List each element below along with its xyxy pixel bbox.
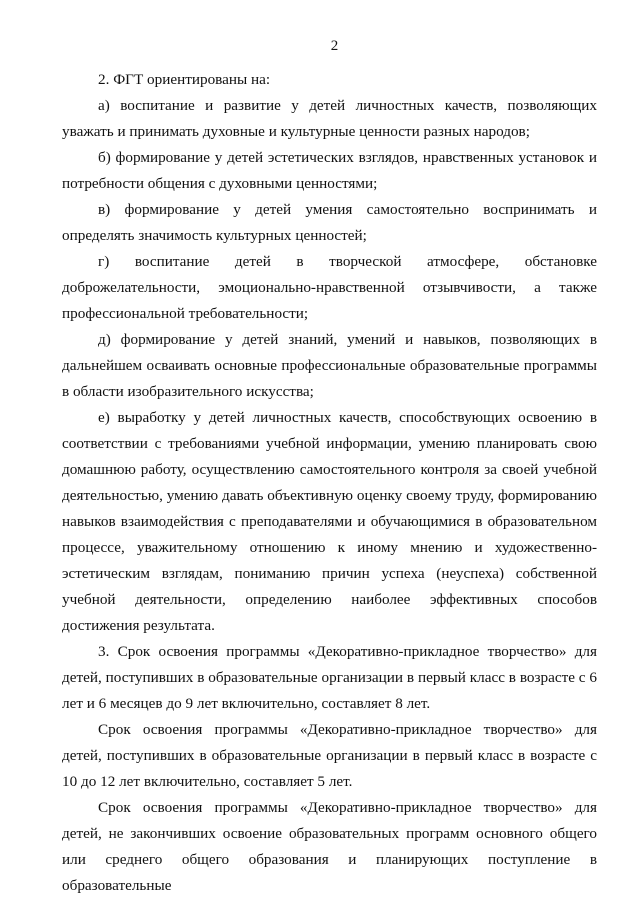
paragraph-item-v: в) формирование у детей умения самостоятельно воспринимать и определять значимость культурных ценностей; (62, 201, 597, 244)
paragraph-item-b: б) формирование у детей эстетических взглядов, нравственных установок и потребности общения с духовными ценностями; (62, 149, 597, 192)
paragraph-term-8-years: 3. Срок освоения программы «Декоративно-прикладное творчество» для детей, поступивших в образовательные организации в первый класс в возрасте с 6 лет и 6 месяцев до 9 лет включительно, составляет 8 лет. (62, 643, 597, 712)
paragraph-term-5-years: Срок освоения программы «Декоративно-прикладное творчество» для детей, поступивших в образовательные организации в первый класс в возрасте с 10 до 12 лет включительно, составляет 5 лет. (62, 721, 597, 790)
paragraph-item-g: г) воспитание детей в творческой атмосфере, обстановке доброжелательности, эмоционально-нравственной отзывчивости, а также профессиональной требовательности; (62, 253, 597, 322)
paragraph-item-d: д) формирование у детей знаний, умений и навыков, позволяющих в дальнейшем осваивать основные профессиональные образовательные программы в области изобразительного искусства; (62, 331, 597, 400)
page-number: 2 (330, 38, 339, 54)
paragraph-item-a: а) воспитание и развитие у детей личностных качеств, позволяющих уважать и принимать духовные и культурные ценности разных народов; (62, 97, 597, 140)
paragraph-item-e: е) выработку у детей личностных качеств, способствующих освоению в соответствии с требованиями учебной информации, умению планировать свою домашнюю работу, осуществлению самостоятельного контроля за своей учебной деятельностью, умению давать объективную оценку своему труду, формированию навыков взаимодействия с преподавателями и обучающимися в образовательном процессе, уважительному отношению к иному мнению и художественно-эстетическим взглядам, пониманию причин успеха (неуспеха) собственной учебной деятельности, определению наиболее эффективных способов достижения результата. (62, 409, 597, 634)
paragraph-fgt-intro: 2. ФГТ ориентированы на: (98, 71, 271, 88)
paragraph-term-continued: Срок освоения программы «Декоративно-прикладное творчество» для детей, не закончивших освоение образовательных программ основного общего или среднего общего образования и планирующих поступление в образовательные (62, 799, 597, 894)
